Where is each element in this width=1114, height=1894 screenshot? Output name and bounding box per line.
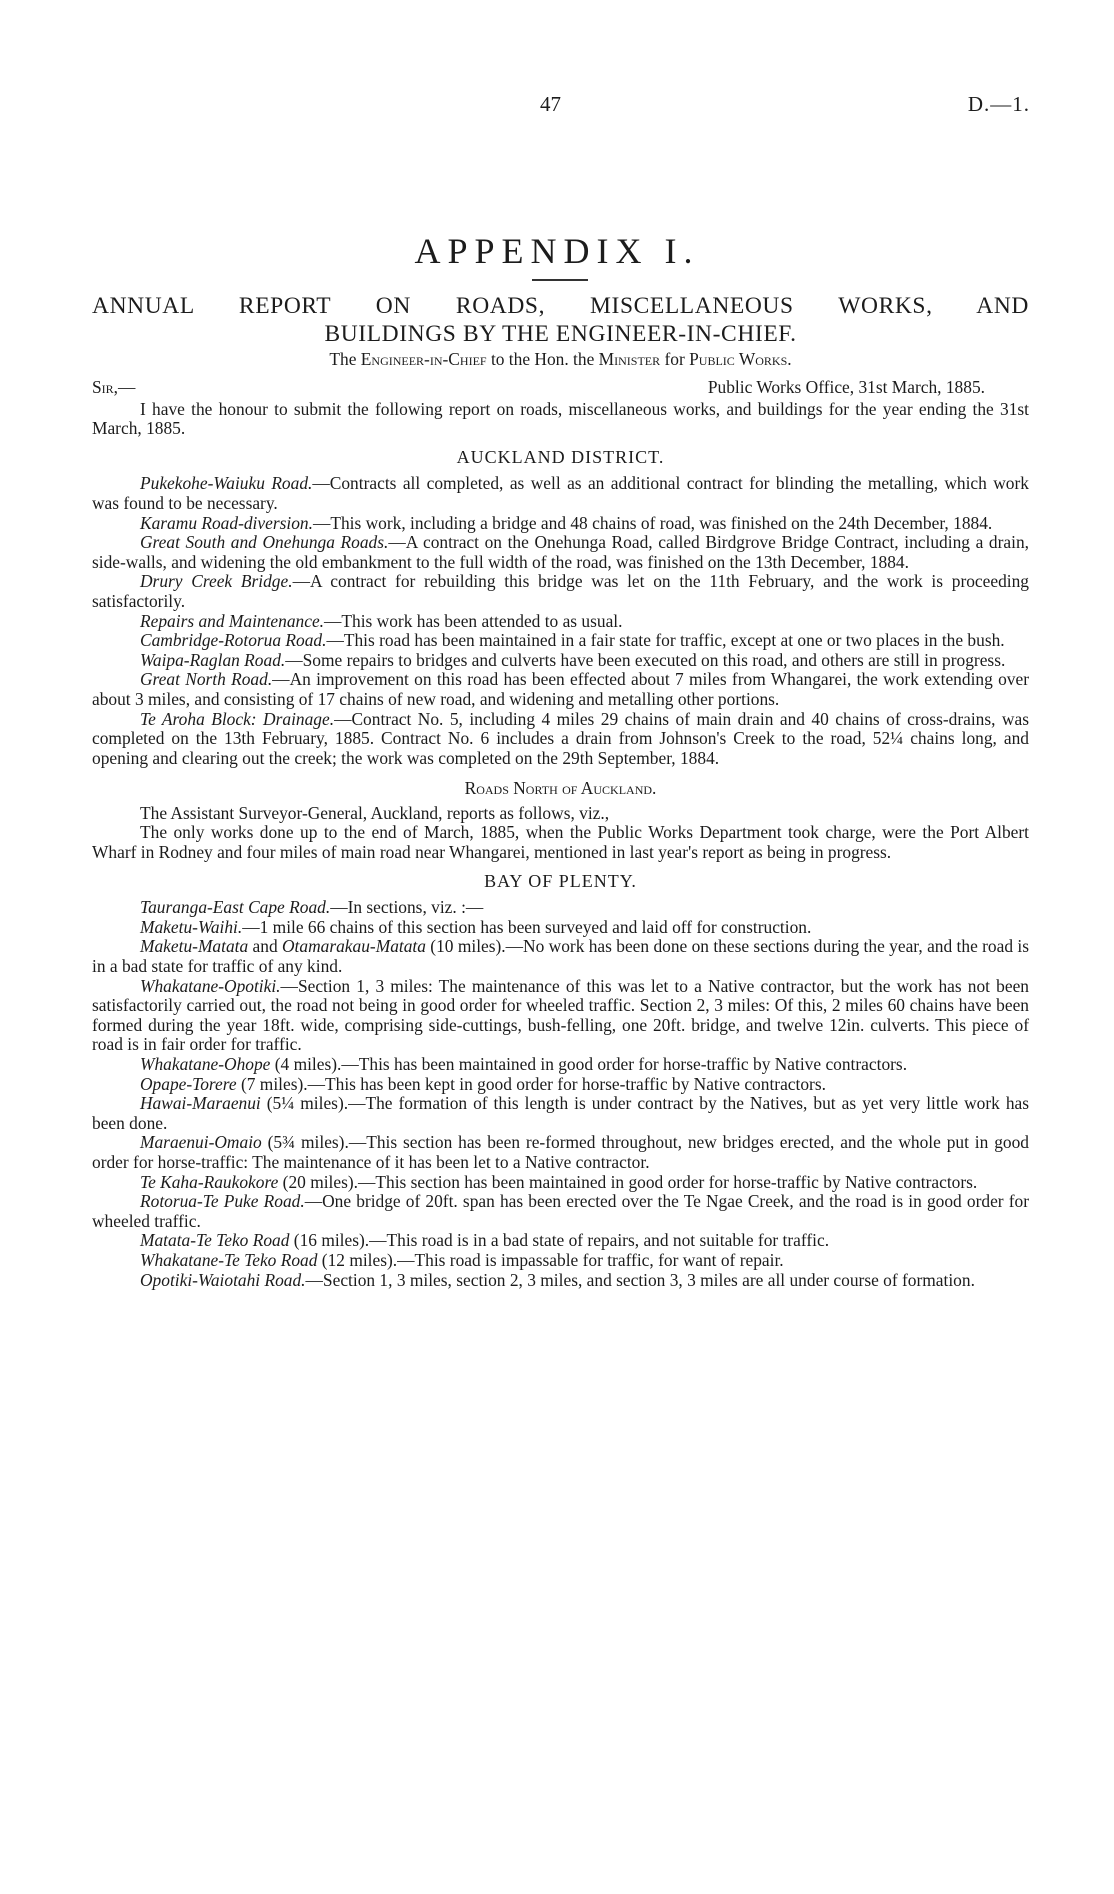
paragraph: Hawai-Maraenui (5¼ miles).—The formation of this length is under contract by the Natives, but as yet very little work has been done. — [92, 1093, 1029, 1133]
paragraph: Whakatane-Opotiki.—Section 1, 3 miles: The maintenance of this was let to a Native contractor, but the work has not been satisfactorily carried out, the road not being in good order for wheeled traffic. Section 2, 3 miles: Of this, 2 miles 60 chains have been formed during the year 18ft. wide, comprising side-cuttings, bush-felling, one 20ft. bridge, and twelve 12in. culverts. This piece of road is in fair order for traffic. — [92, 975, 1029, 1055]
paragraph: Great North Road.—An improvement on this road has been effected about 7 miles from Whangarei, the work extending over about 3 miles, and consisting of 17 chains of new road, and widening and metalling other portions. — [92, 669, 1029, 709]
paragraph: Cambridge-Rotorua Road.—This road has been maintained in a fair state for traffic, except at one or two places in the bush. — [140, 630, 1005, 651]
paragraph: Maraenui-Omaio (5¾ miles).—This section has been re-formed throughout, new bridges erected, and the whole put in good order for horse-traffic: The maintenance of it has been let to a Native contractor. — [92, 1132, 1029, 1172]
salutation-row — [92, 378, 1029, 400]
paragraph: Opotiki-Waiotahi Road.—Section 1, 3 miles, section 2, 3 miles, and section 3, 3 miles are all under course of formation. — [140, 1269, 975, 1290]
paragraph: Whakatane-Te Teko Road (12 miles).—This road is impassable for traffic, for want of repair. — [140, 1249, 784, 1270]
document-reference: D.—1. — [967, 92, 1030, 116]
paragraph: Whakatane-Ohope (4 miles).—This has been maintained in good order for horse-traffic by Native contractors. — [140, 1054, 908, 1074]
paragraph: Te Aroha Block: Drainage.—Contract No. 5, including 4 miles 29 chains of main drain and 40 chains of cross-drains, was completed on the 13th February, 1885. Contract No. 6 includes a drain from Johnson's Creek to the road, 52¼ chains long, and opening and clearing out the creek; the work was completed on the 29th September, 1884. — [92, 708, 1029, 768]
office-date: Public Works Office, 31st March, 1885. — [707, 376, 985, 397]
paragraph: Pukekohe-Waiuku Road.—Contracts all completed, as well as an additional contract for blinding the metalling, which work was found to be necessary. — [92, 473, 1029, 513]
paragraph: Rotorua-Te Puke Road.—One bridge of 20ft. span has been erected over the Te Ngae Creek, and the road is in good order for wheeled traffic. — [92, 1191, 1029, 1231]
paragraph: Drury Creek Bridge.—A contract for rebuilding this bridge was let on the 11th February, and the work is proceeding satisfactorily. — [92, 571, 1030, 611]
paragraph: Great South and Onehunga Roads.—A contract on the Onehunga Road, called Birdgrove Bridge Contract, including a drain, side-walls, and widening the old embankment to the full width of the road, was finished on the 13th December, 1884. — [92, 532, 1029, 572]
paragraph: Repairs and Maintenance.—This work has been attended to as usual. — [140, 610, 623, 631]
paragraph: The Assistant Surveyor-General, Auckland, reports as follows, viz., — [140, 802, 610, 823]
address-line: The Engineer-in-Chief to the Hon. the Minister for Public Works. — [329, 349, 792, 369]
paragraph: Waipa-Raglan Road.—Some repairs to bridges and culverts have been executed on this road, and others are still in progress. — [140, 649, 1006, 670]
paragraph: Tauranga-East Cape Road.—In sections, viz. :— — [140, 897, 484, 918]
salutation: Sir,— — [92, 376, 136, 397]
report-title-line-2: BUILDINGS BY THE ENGINEER-IN-CHIEF. — [324, 321, 797, 347]
paragraph: Maketu-Matata and Otamarakau-Matata (10 miles).—No work has been done on these sections during the year, and the road is in a bad state for traffic of any kind. — [92, 936, 1029, 977]
bay-of-plenty-heading: BAY OF PLENTY. — [484, 870, 637, 891]
paragraph: Te Kaha-Raukokore (20 miles).—This section has been maintained in good order for horse-traffic by Native contractors. — [140, 1171, 978, 1192]
page-header — [0, 92, 1114, 122]
paragraph: Maketu-Waihi.—1 mile 66 chains of this section has been surveyed and laid off for construction. — [140, 916, 812, 937]
page-number: 47 — [540, 92, 561, 116]
roads-north-heading: Roads North of Auckland. — [464, 778, 657, 799]
report-body — [92, 350, 1029, 1290]
report-title — [92, 292, 1029, 348]
title-rule — [532, 279, 588, 281]
paragraph: Opape-Torere (7 miles).—This has been kept in good order for horse-traffic by Native contractors. — [140, 1073, 826, 1094]
report-title-line-1: ANNUAL REPORT ON ROADS, MISCELLANEOUS WORKS, AND — [92, 293, 1029, 319]
paragraph: The only works done up to the end of March, 1885, when the Public Works Department took charge, were the Port Albert Wharf in Rodney and four miles of main road near Whangarei, mentioned in last year's report as being in progress. — [92, 822, 1029, 863]
paragraph: Matata-Te Teko Road (16 miles).—This road is in a bad state of repairs, and not suitable for traffic. — [140, 1230, 830, 1251]
paragraph: Karamu Road-diversion.—This work, including a bridge and 48 chains of road, was finished on the 24th December, 1884. — [140, 512, 993, 533]
intro-paragraph: I have the honour to submit the following report on roads, miscellaneous works, and buildings for the year ending the 31st March, 1885. — [92, 398, 1029, 439]
appendix-title: APPENDIX I. — [414, 231, 700, 271]
auckland-heading: AUCKLAND DISTRICT. — [456, 446, 665, 467]
